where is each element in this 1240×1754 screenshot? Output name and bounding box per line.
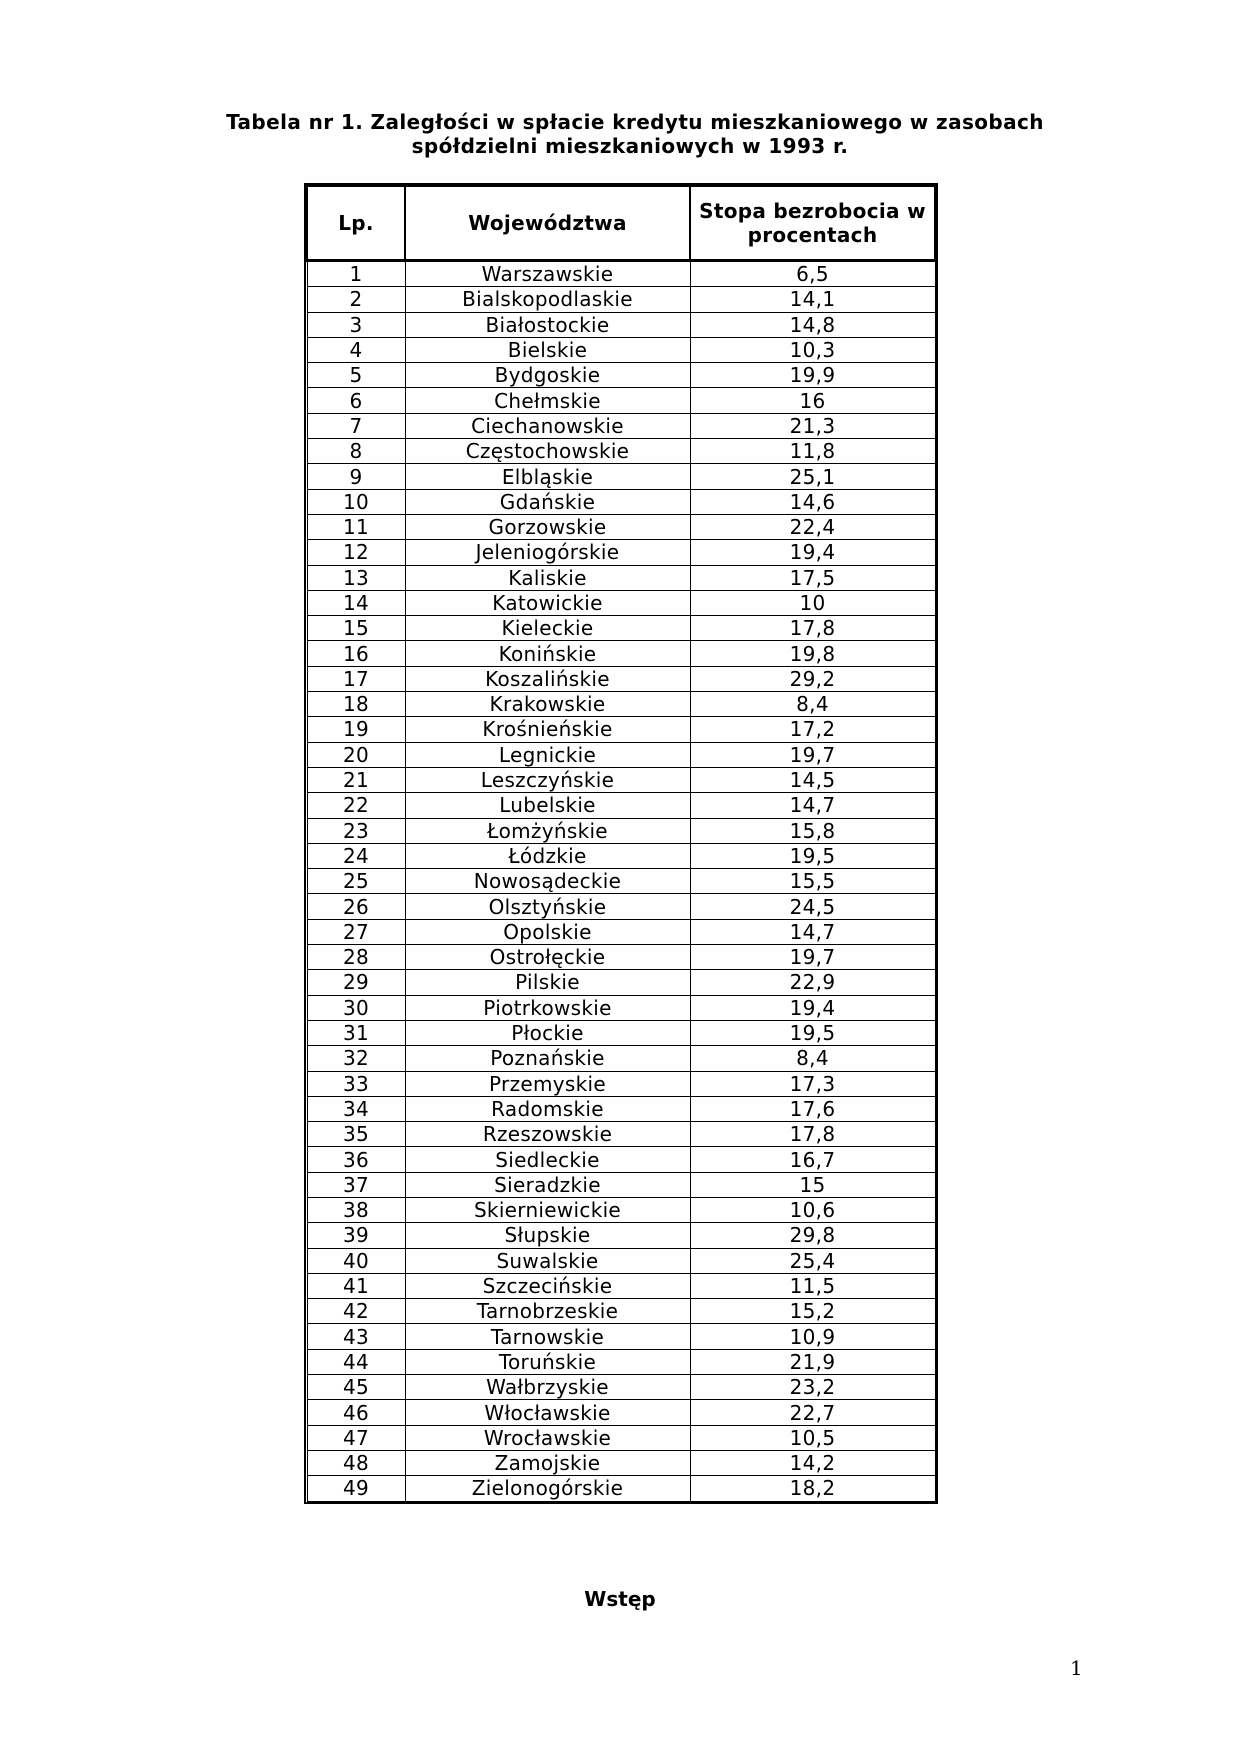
cell-lp: 34 bbox=[307, 1096, 405, 1121]
cell-voivodeship: Bielskie bbox=[405, 337, 690, 362]
cell-unemployment-rate: 8,4 bbox=[690, 1046, 935, 1071]
cell-voivodeship: Ciechanowskie bbox=[405, 413, 690, 438]
cell-lp: 18 bbox=[307, 692, 405, 717]
table-row bbox=[307, 312, 935, 337]
cell-lp: 20 bbox=[307, 742, 405, 767]
cell-unemployment-rate: 8,4 bbox=[690, 692, 935, 717]
table-row bbox=[307, 1020, 935, 1045]
cell-lp: 21 bbox=[307, 767, 405, 792]
cell-unemployment-rate: 24,5 bbox=[690, 894, 935, 919]
cell-unemployment-rate: 14,8 bbox=[690, 312, 935, 337]
cell-voivodeship: Krakowskie bbox=[405, 692, 690, 717]
cell-voivodeship: Płockie bbox=[405, 1020, 690, 1045]
cell-voivodeship: Szczecińskie bbox=[405, 1273, 690, 1298]
cell-voivodeship: Jeleniogórskie bbox=[405, 540, 690, 565]
table-row bbox=[307, 818, 935, 843]
cell-lp: 35 bbox=[307, 1122, 405, 1147]
table-row bbox=[307, 1197, 935, 1222]
cell-lp: 15 bbox=[307, 616, 405, 641]
cell-lp: 31 bbox=[307, 1020, 405, 1045]
cell-unemployment-rate: 29,2 bbox=[690, 666, 935, 691]
cell-lp: 40 bbox=[307, 1248, 405, 1273]
cell-lp: 39 bbox=[307, 1223, 405, 1248]
cell-lp: 22 bbox=[307, 793, 405, 818]
cell-voivodeship: Poznańskie bbox=[405, 1046, 690, 1071]
cell-unemployment-rate: 19,4 bbox=[690, 995, 935, 1020]
cell-lp: 2 bbox=[307, 287, 405, 312]
table-row bbox=[307, 717, 935, 742]
cell-unemployment-rate: 14,2 bbox=[690, 1450, 935, 1475]
cell-unemployment-rate: 10,9 bbox=[690, 1324, 935, 1349]
table-header-row bbox=[307, 186, 935, 261]
cell-voivodeship: Nowosądeckie bbox=[405, 869, 690, 894]
table-row bbox=[307, 869, 935, 894]
cell-lp: 24 bbox=[307, 843, 405, 868]
table-row bbox=[307, 616, 935, 641]
table-row bbox=[307, 1425, 935, 1450]
cell-lp: 10 bbox=[307, 489, 405, 514]
table-row bbox=[307, 337, 935, 362]
cell-voivodeship: Kieleckie bbox=[405, 616, 690, 641]
cell-voivodeship: Siedleckie bbox=[405, 1147, 690, 1172]
cell-voivodeship: Sieradzkie bbox=[405, 1172, 690, 1197]
cell-unemployment-rate: 21,9 bbox=[690, 1349, 935, 1374]
cell-unemployment-rate: 19,9 bbox=[690, 363, 935, 388]
table-row bbox=[307, 767, 935, 792]
cell-unemployment-rate: 10 bbox=[690, 590, 935, 615]
cell-voivodeship: Gdańskie bbox=[405, 489, 690, 514]
cell-unemployment-rate: 11,5 bbox=[690, 1273, 935, 1298]
cell-voivodeship: Opolskie bbox=[405, 919, 690, 944]
table-row bbox=[307, 641, 935, 666]
cell-voivodeship: Suwalskie bbox=[405, 1248, 690, 1273]
table-row bbox=[307, 843, 935, 868]
cell-lp: 7 bbox=[307, 413, 405, 438]
cell-lp: 47 bbox=[307, 1425, 405, 1450]
table-row bbox=[307, 793, 935, 818]
cell-voivodeship: Bialskopodlaskie bbox=[405, 287, 690, 312]
cell-lp: 36 bbox=[307, 1147, 405, 1172]
table-row bbox=[307, 514, 935, 539]
cell-voivodeship: Przemyskie bbox=[405, 1071, 690, 1096]
cell-voivodeship: Piotrkowskie bbox=[405, 995, 690, 1020]
cell-voivodeship: Koszalińskie bbox=[405, 666, 690, 691]
cell-voivodeship: Legnickie bbox=[405, 742, 690, 767]
cell-lp: 41 bbox=[307, 1273, 405, 1298]
table-row bbox=[307, 1248, 935, 1273]
cell-lp: 33 bbox=[307, 1071, 405, 1096]
cell-unemployment-rate: 17,6 bbox=[690, 1096, 935, 1121]
table-row bbox=[307, 1096, 935, 1121]
table-row bbox=[307, 1476, 935, 1501]
cell-unemployment-rate: 17,8 bbox=[690, 1122, 935, 1147]
cell-unemployment-rate: 17,5 bbox=[690, 565, 935, 590]
cell-unemployment-rate: 29,8 bbox=[690, 1223, 935, 1248]
cell-unemployment-rate: 6,5 bbox=[690, 261, 935, 287]
cell-unemployment-rate: 18,2 bbox=[690, 1476, 935, 1501]
cell-unemployment-rate: 23,2 bbox=[690, 1375, 935, 1400]
table-row bbox=[307, 1299, 935, 1324]
table-row bbox=[307, 742, 935, 767]
cell-lp: 28 bbox=[307, 945, 405, 970]
header-unemployment-rate: Stopa bezrobocia w procentach bbox=[690, 186, 935, 261]
cell-unemployment-rate: 19,4 bbox=[690, 540, 935, 565]
table-row bbox=[307, 894, 935, 919]
table-row bbox=[307, 1324, 935, 1349]
table-row bbox=[307, 590, 935, 615]
table-row bbox=[307, 261, 935, 287]
cell-voivodeship: Zamojskie bbox=[405, 1450, 690, 1475]
cell-voivodeship: Włocławskie bbox=[405, 1400, 690, 1425]
cell-unemployment-rate: 19,5 bbox=[690, 843, 935, 868]
cell-voivodeship: Gorzowskie bbox=[405, 514, 690, 539]
cell-lp: 17 bbox=[307, 666, 405, 691]
cell-lp: 46 bbox=[307, 1400, 405, 1425]
cell-lp: 30 bbox=[307, 995, 405, 1020]
cell-voivodeship: Wałbrzyskie bbox=[405, 1375, 690, 1400]
table-row bbox=[307, 287, 935, 312]
cell-lp: 23 bbox=[307, 818, 405, 843]
cell-lp: 9 bbox=[307, 464, 405, 489]
cell-unemployment-rate: 10,3 bbox=[690, 337, 935, 362]
cell-unemployment-rate: 19,7 bbox=[690, 742, 935, 767]
cell-unemployment-rate: 21,3 bbox=[690, 413, 935, 438]
cell-unemployment-rate: 14,7 bbox=[690, 919, 935, 944]
cell-lp: 45 bbox=[307, 1375, 405, 1400]
cell-voivodeship: Częstochowskie bbox=[405, 439, 690, 464]
cell-lp: 32 bbox=[307, 1046, 405, 1071]
cell-unemployment-rate: 15,8 bbox=[690, 818, 935, 843]
cell-lp: 13 bbox=[307, 565, 405, 590]
table-row bbox=[307, 666, 935, 691]
cell-lp: 49 bbox=[307, 1476, 405, 1501]
table-body bbox=[307, 261, 935, 1502]
cell-voivodeship: Rzeszowskie bbox=[405, 1122, 690, 1147]
cell-unemployment-rate: 22,9 bbox=[690, 970, 935, 995]
cell-unemployment-rate: 15 bbox=[690, 1172, 935, 1197]
cell-voivodeship: Łomżyńskie bbox=[405, 818, 690, 843]
cell-unemployment-rate: 14,7 bbox=[690, 793, 935, 818]
cell-voivodeship: Olsztyńskie bbox=[405, 894, 690, 919]
cell-lp: 11 bbox=[307, 514, 405, 539]
cell-unemployment-rate: 19,5 bbox=[690, 1020, 935, 1045]
cell-unemployment-rate: 19,8 bbox=[690, 641, 935, 666]
table-row bbox=[307, 1349, 935, 1374]
cell-voivodeship: Pilskie bbox=[405, 970, 690, 995]
table-caption bbox=[150, 110, 1120, 158]
cell-unemployment-rate: 10,6 bbox=[690, 1197, 935, 1222]
unemployment-table bbox=[306, 185, 936, 1502]
cell-unemployment-rate: 16,7 bbox=[690, 1147, 935, 1172]
cell-voivodeship: Toruńskie bbox=[405, 1349, 690, 1374]
cell-lp: 43 bbox=[307, 1324, 405, 1349]
cell-lp: 44 bbox=[307, 1349, 405, 1374]
cell-voivodeship: Konińskie bbox=[405, 641, 690, 666]
cell-lp: 3 bbox=[307, 312, 405, 337]
cell-voivodeship: Słupskie bbox=[405, 1223, 690, 1248]
table-row bbox=[307, 489, 935, 514]
table-row bbox=[307, 1450, 935, 1475]
table-row bbox=[307, 919, 935, 944]
cell-lp: 1 bbox=[307, 261, 405, 287]
cell-voivodeship: Leszczyńskie bbox=[405, 767, 690, 792]
cell-unemployment-rate: 14,6 bbox=[690, 489, 935, 514]
table-row bbox=[307, 388, 935, 413]
cell-voivodeship: Białostockie bbox=[405, 312, 690, 337]
cell-voivodeship: Elbląskie bbox=[405, 464, 690, 489]
table-row bbox=[307, 439, 935, 464]
table-row bbox=[307, 1375, 935, 1400]
cell-unemployment-rate: 22,4 bbox=[690, 514, 935, 539]
cell-unemployment-rate: 14,1 bbox=[690, 287, 935, 312]
table-row bbox=[307, 692, 935, 717]
cell-voivodeship: Warszawskie bbox=[405, 261, 690, 287]
cell-unemployment-rate: 25,4 bbox=[690, 1248, 935, 1273]
cell-voivodeship: Tarnobrzeskie bbox=[405, 1299, 690, 1324]
cell-unemployment-rate: 22,7 bbox=[690, 1400, 935, 1425]
cell-voivodeship: Tarnowskie bbox=[405, 1324, 690, 1349]
cell-unemployment-rate: 14,5 bbox=[690, 767, 935, 792]
page-number: 1 bbox=[1070, 1656, 1083, 1680]
cell-voivodeship: Radomskie bbox=[405, 1096, 690, 1121]
table-row bbox=[307, 1147, 935, 1172]
cell-lp: 25 bbox=[307, 869, 405, 894]
table-row bbox=[307, 1223, 935, 1248]
cell-unemployment-rate: 17,8 bbox=[690, 616, 935, 641]
table-row bbox=[307, 1172, 935, 1197]
table-row bbox=[307, 1046, 935, 1071]
cell-unemployment-rate: 16 bbox=[690, 388, 935, 413]
cell-lp: 29 bbox=[307, 970, 405, 995]
header-lp: Lp. bbox=[307, 186, 405, 261]
cell-unemployment-rate: 19,7 bbox=[690, 945, 935, 970]
table-row bbox=[307, 945, 935, 970]
cell-lp: 5 bbox=[307, 363, 405, 388]
cell-voivodeship: Lubelskie bbox=[405, 793, 690, 818]
cell-voivodeship: Łódzkie bbox=[405, 843, 690, 868]
cell-unemployment-rate: 10,5 bbox=[690, 1425, 935, 1450]
cell-voivodeship: Wrocławskie bbox=[405, 1425, 690, 1450]
cell-unemployment-rate: 25,1 bbox=[690, 464, 935, 489]
table-row bbox=[307, 540, 935, 565]
cell-voivodeship: Krośnieńskie bbox=[405, 717, 690, 742]
table-row bbox=[307, 1273, 935, 1298]
cell-unemployment-rate: 15,5 bbox=[690, 869, 935, 894]
cell-lp: 37 bbox=[307, 1172, 405, 1197]
table-row bbox=[307, 1122, 935, 1147]
table-row bbox=[307, 1400, 935, 1425]
cell-lp: 38 bbox=[307, 1197, 405, 1222]
cell-voivodeship: Chełmskie bbox=[405, 388, 690, 413]
cell-lp: 14 bbox=[307, 590, 405, 615]
cell-lp: 4 bbox=[307, 337, 405, 362]
cell-lp: 48 bbox=[307, 1450, 405, 1475]
cell-voivodeship: Ostrołęckie bbox=[405, 945, 690, 970]
table-row bbox=[307, 995, 935, 1020]
table-row bbox=[307, 970, 935, 995]
cell-lp: 6 bbox=[307, 388, 405, 413]
cell-lp: 12 bbox=[307, 540, 405, 565]
cell-unemployment-rate: 17,3 bbox=[690, 1071, 935, 1096]
header-voivodeship: Województwa bbox=[405, 186, 690, 261]
cell-voivodeship: Katowickie bbox=[405, 590, 690, 615]
cell-lp: 26 bbox=[307, 894, 405, 919]
table-caption-line2: spółdzielni mieszkaniowych w 1993 r. bbox=[411, 134, 849, 158]
cell-lp: 19 bbox=[307, 717, 405, 742]
cell-voivodeship: Bydgoskie bbox=[405, 363, 690, 388]
table-caption-line1: Tabela nr 1. Zaległości w spłacie kredytu mieszkaniowego w zasobach bbox=[226, 110, 1044, 134]
table-row bbox=[307, 363, 935, 388]
cell-unemployment-rate: 17,2 bbox=[690, 717, 935, 742]
table-row bbox=[307, 565, 935, 590]
table-row bbox=[307, 464, 935, 489]
cell-voivodeship: Kaliskie bbox=[405, 565, 690, 590]
table-row bbox=[307, 1071, 935, 1096]
table-row bbox=[307, 413, 935, 438]
cell-lp: 27 bbox=[307, 919, 405, 944]
cell-voivodeship: Skierniewickie bbox=[405, 1197, 690, 1222]
section-heading: Wstęp bbox=[584, 1587, 656, 1611]
cell-voivodeship: Zielonogórskie bbox=[405, 1476, 690, 1501]
cell-lp: 42 bbox=[307, 1299, 405, 1324]
cell-lp: 8 bbox=[307, 439, 405, 464]
cell-lp: 16 bbox=[307, 641, 405, 666]
cell-unemployment-rate: 15,2 bbox=[690, 1299, 935, 1324]
cell-unemployment-rate: 11,8 bbox=[690, 439, 935, 464]
